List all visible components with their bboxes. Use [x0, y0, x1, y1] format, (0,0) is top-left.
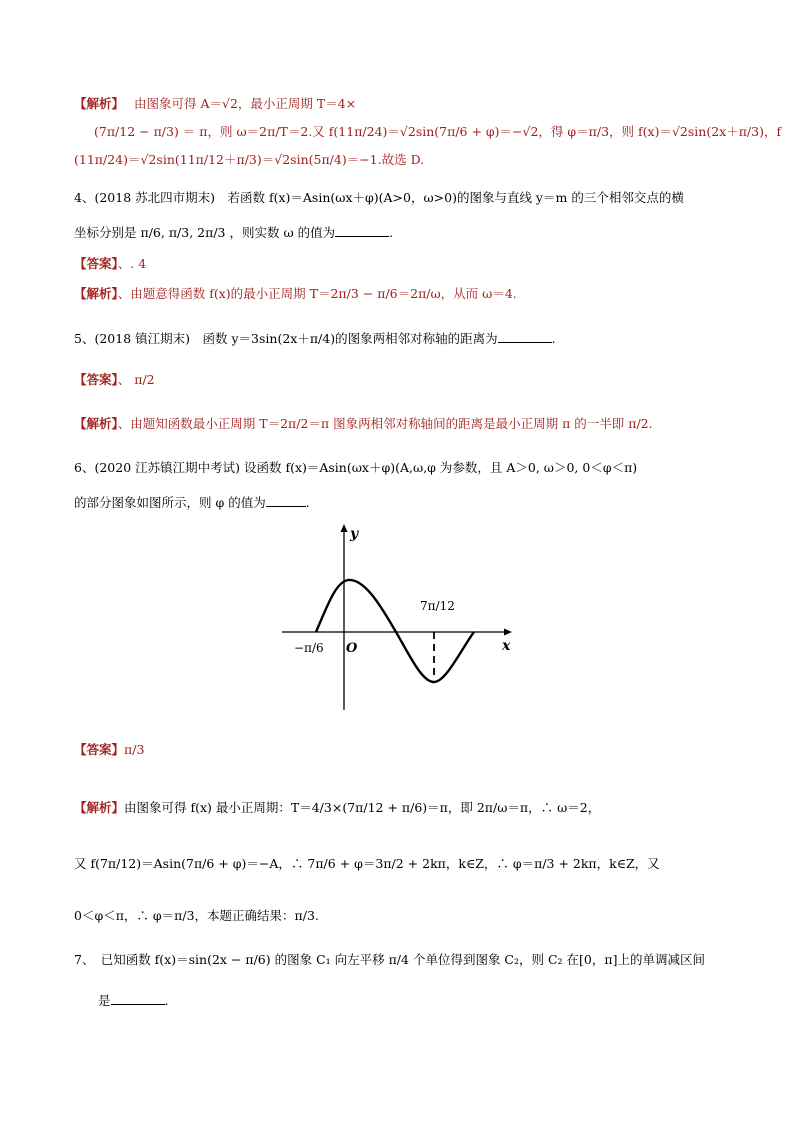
q4-stem-values: π/6, π/3, 2π/3 [140, 225, 226, 240]
q6-answer: π/3 [124, 742, 145, 757]
q4-stem-prefix: 坐标分别是 [74, 225, 137, 240]
q5-analysis: 、由题知函数最小正周期 T＝2π/2＝π 图象两相邻对称轴间的距离是最小正周期 π 的一半即 π/2. [117, 416, 653, 431]
q4-analysis: 、由题意得函数 f(x)的最小正周期 T＝2π/3 − π/6＝2π/ω，从而 ω＝4. [117, 286, 517, 301]
y-axis-label: y [350, 526, 359, 542]
q7-stem-line2: 是 [98, 993, 111, 1008]
q4-stem-suffix: ，则实数 ω 的值为 [229, 225, 336, 240]
q5-analysis-tag: 【解析】 [74, 416, 118, 431]
x-axis-label: x [502, 638, 511, 654]
q3-analysis-line1: 由图象可得 A＝√2，最小正周期 T＝4× [134, 96, 357, 111]
q3-analysis-line2: (7π/12 − π/3) ＝ π，则 ω＝2π/T＝2.又 f(11π/24)＝√2sin(7π/6 + φ)＝−√2，得 φ＝π/3，则 f(x)＝√2sin(2x＋π/3)，f [94, 124, 782, 139]
q4-stem-line1: 4、(2018 苏北四市期末) 若函数 f(x)＝Asin(ωx＋φ)(A>0，ω>0)的图象与直线 y＝m 的三个相邻交点的横 [74, 190, 684, 205]
q5-answer-tag: 【答案】 [74, 372, 118, 387]
q3-analysis-line3: (11π/24)＝√2sin(11π/12＋π/3)＝√2sin(5π/4)＝−1.故选 D. [74, 152, 425, 167]
q4-answer-tag: 【答案】 [74, 256, 118, 271]
left-zero-label: −π/6 [294, 641, 324, 655]
origin-label: O [346, 641, 358, 656]
q6-answer-tag: 【答案】 [74, 742, 125, 757]
x-axis-arrow [504, 629, 512, 636]
q6-stem-line1: 6、(2020 江苏镇江期中考试) 设函数 f(x)＝Asin(ωx＋φ)(A,ω,φ 为参数，且 A＞0, ω＞0, 0＜φ＜π) [74, 460, 638, 475]
q4-answer: 、. 4 [117, 256, 147, 271]
q4-analysis-tag: 【解析】 [74, 286, 118, 301]
q7-answer-blank [111, 992, 165, 1005]
trough-x-label: 7π/12 [420, 599, 455, 613]
q6-stem-line2: 的部分图象如图所示，则 φ 的值为 [74, 495, 266, 510]
q5-stem: 5、(2018 镇江期末) 函数 y＝3sin(2x＋π/4)的图象两相邻对称轴的距离为 [74, 331, 498, 346]
q6-analysis-line2: 又 f(7π/12)＝Asin(7π/6 + φ)＝−A，∴ 7π/6 + φ＝3π/2 + 2kπ，k∈Z，∴ φ＝π/3 + 2kπ，k∈Z，又 [74, 856, 660, 871]
q6-analysis-tag: 【解析】 [74, 800, 125, 815]
q4-answer-blank [335, 224, 389, 237]
sine-curve [316, 580, 474, 682]
q6-analysis-line1: 由图象可得 f(x) 最小正周期：T＝4/3×(7π/12 + π/6)＝π，即 2π/ω＝π，∴ ω＝2， [124, 800, 601, 815]
q5-answer: 、 π/2 [117, 372, 155, 387]
q3-analysis-tag: 【解析】 [74, 96, 125, 111]
q6-answer-blank [266, 494, 306, 507]
q6-analysis-line3: 0＜φ＜π，∴ φ＝π/3，本题正确结果：π/3. [74, 908, 319, 923]
q7-stem-line1: 7、 已知函数 f(x)＝sin(2x − π/6) 的图象 C₁ 向左平移 π/4 个单位得到图象 C₂，则 C₂ 在[0，π]上的单调减区间 [74, 952, 705, 967]
y-axis-arrow [341, 524, 348, 532]
q5-answer-blank [498, 330, 552, 343]
q6-sine-graph [276, 520, 526, 720]
